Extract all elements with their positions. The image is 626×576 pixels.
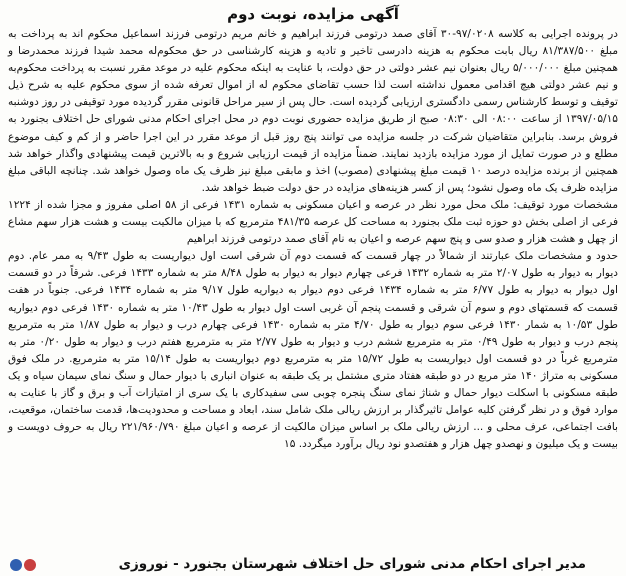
notice-paragraph-auction-terms: در پرونده اجرایی به کلاسه ۹۷/۰۲۰۸-۳۰ آقای صمد درتومی فرزند ابراهیم و خانم مریم درتومی فرزند اسماعیل محکوم اند به پرداخت به مبلغ ۸۱/۳۸۷/۵۰۰ ریال بابت محکوم به هزینه دادرسی تاخیر و تادیه و هزینه کارشناسی در حق محکوم‌له محمد شیدا فرزند محمدرضا و همچنین مبلغ ۵/۰۰۰/۰۰۰ ریال بعنوان نیم عشر دولتی در حق دولت، با عنایت به اینکه محکوم علیه در موعد مقرر نسبت به پرداخت محکوم‌به و نیم عشر دولتی هیچ اقدامی معمول نداشته است لذا حسب تقاضای محکوم له از اموال تعرفه شده از سوی محکوم علیه به شرح ذیل توقیف و توسط کارشناس رسمی دادگستری ارزیابی گردیده است. حال پس از سیر مراحل قانونی مقرر گردیده مورد توقیفی در روز دوشنبه ۱۳۹۷/۰۵/۱۵ از ساعت ۰۸:۰۰ الی ۰۸:۳۰ صبح از طریق مزایده حضوری نوبت دوم در محل اجرای احکام مدنی شورای حل اختلاف بجنورد به فروش برسد. بنابراین متقاضیان شرکت در جلسه مزایده می توانند پنج روز قبل از موعد مقرر در این اجرا حاضر و از کم و کیف موضوع مطلع و در صورت تمایل از مورد مزایده بازدید نمایند. ضمناً مزایده از قیمت ارزیابی شروع و به بالاترین قیمت پیشنهادی واگذار خواهد شد همچنین از برنده مزایده درصد ۱۰ قیمت مبلغ پیشنهادی (مصوب) اخذ و مابقی مبلغ نیز ظرف یک ماه وصول خواهد شد. چنانچه الباقی مبلغ مزایده ظرف یک ماه وصول نشود؛ پس از کسر هزینه‌های مزایده در حق دولت ضبط خواهد شد. bbox=[8, 28, 619, 194]
notice-title: آگهی مزایده، نوبت دوم bbox=[227, 5, 399, 23]
notice-body bbox=[8, 26, 618, 453]
publisher-logo-icon bbox=[6, 556, 40, 574]
notice-paragraph-property-bounds: حدود و مشخصات ملک عبارتند از شمالاً در چهار قسمت که قسمت دوم آن شرقی است اول دیواریست به طول ۹/۴۳ به ممر عام. دوم دیوار به دیوار به طول ۲/۰۷ متر به شماره ۱۴۳۲ فرعی چهارم دیوار به دیوار به طول ۸/۴۸ متر به شماره ۱۴۳۳ فرعی. شرقاً در دو قسمت اول دیوار به دیوار به طول ۶/۷۷ متر به شماره ۱۴۳۴ فرعی دوم دیوار به دیواریه طول ۹/۱۷ متر به شماره ۱۴۳۴ فرعی. جنوباً در هفت قسمت که قسمتهای دوم و سوم آن شرقی و قسمت پنجم آن غربی است اول دیوار به طول ۱۰/۴۳ متر به شماره ۱۴۳۰ فرعی دوم دیواریه طول ۱۰/۵۳ به شمار ۱۴۳۰ فرعی سوم دیوار به طول ۴/۷۰ متر به شماره ۱۴۳۰ فرعی چهارم درب و دیوار به طول ۱/۸۷ متر به مترمربع پنجم درب و دیوار به طول ۰/۴۹ متر به مترمربع ششم درب و دیوار به طول ۲/۷۷ متر به مترمربع هفتم درب و دیوار به طول ۰/۲۰ متر به مترمربع غرباً در دو قسمت اول دیواریست به طول ۱۵/۷۲ متر به مترمربع دوم دیواریست به طول ۱۵/۱۴ متر به مترمربع. در ملک فوق مسکونی به متراژ ۱۴۰ متر مربع در دو طبقه هفتاد متری مشتمل بر یک طبقه به عنوان انباری با دیوار حمال و سنگ نمای سیمان سیاه و یک طبقه مسکونی با اسکلت دیوار حمال و شناژ نمای سنگ پنجره چوبی سی سفیدکاری با یک سری از امتیازات آب و برق و گاز با عنایت به موارد فوق و در نظر گرفتن کلیه عوامل تاثیرگذار بر ارزش ریالی ملک شامل سند، ابعاد و مساحت و محدودیت‌ها، قدمت ساختمان، موقعیت، بافت اجتماعی، عرف محلی و ... ارزش ریالی ملک بر اساس میزان مالکیت از عرصه و اعیان مبلغ ۲۲۱/۹۶۰/۷۹۰ ریال به حروف دویست و بیست و یک میلیون و نهصدو چهل هزار و هفتصدو نود ریال برآورد میگردد. ۱۵ bbox=[8, 250, 618, 451]
notice-paragraph-seized-property: مشخصات مورد توقیف: ملک محل مورد نظر در عرصه و اعیان مسکونی به شماره ۱۴۳۱ فرعی از ۵۸ اصلی مفروز و مجزا شده از ۱۲۲۴ فرعی از اصلی بخش دو حوزه ثبت ملک بجنورد به مساحت کل عرصه ۴۸۱/۳۵ مترمربع که با میزان مالکیت بیست و هشت هزار سهم مشاع از چهل و هشت هزار و صدو سی و پنج سهم عرصه و اعیان به نام آقای صمد درتومی فرزند ابراهیم bbox=[8, 198, 619, 246]
notice-signature: مدیر اجرای احکام مدنی شورای حل اختلاف شهرستان بجنورد - نوروزی bbox=[118, 556, 586, 572]
